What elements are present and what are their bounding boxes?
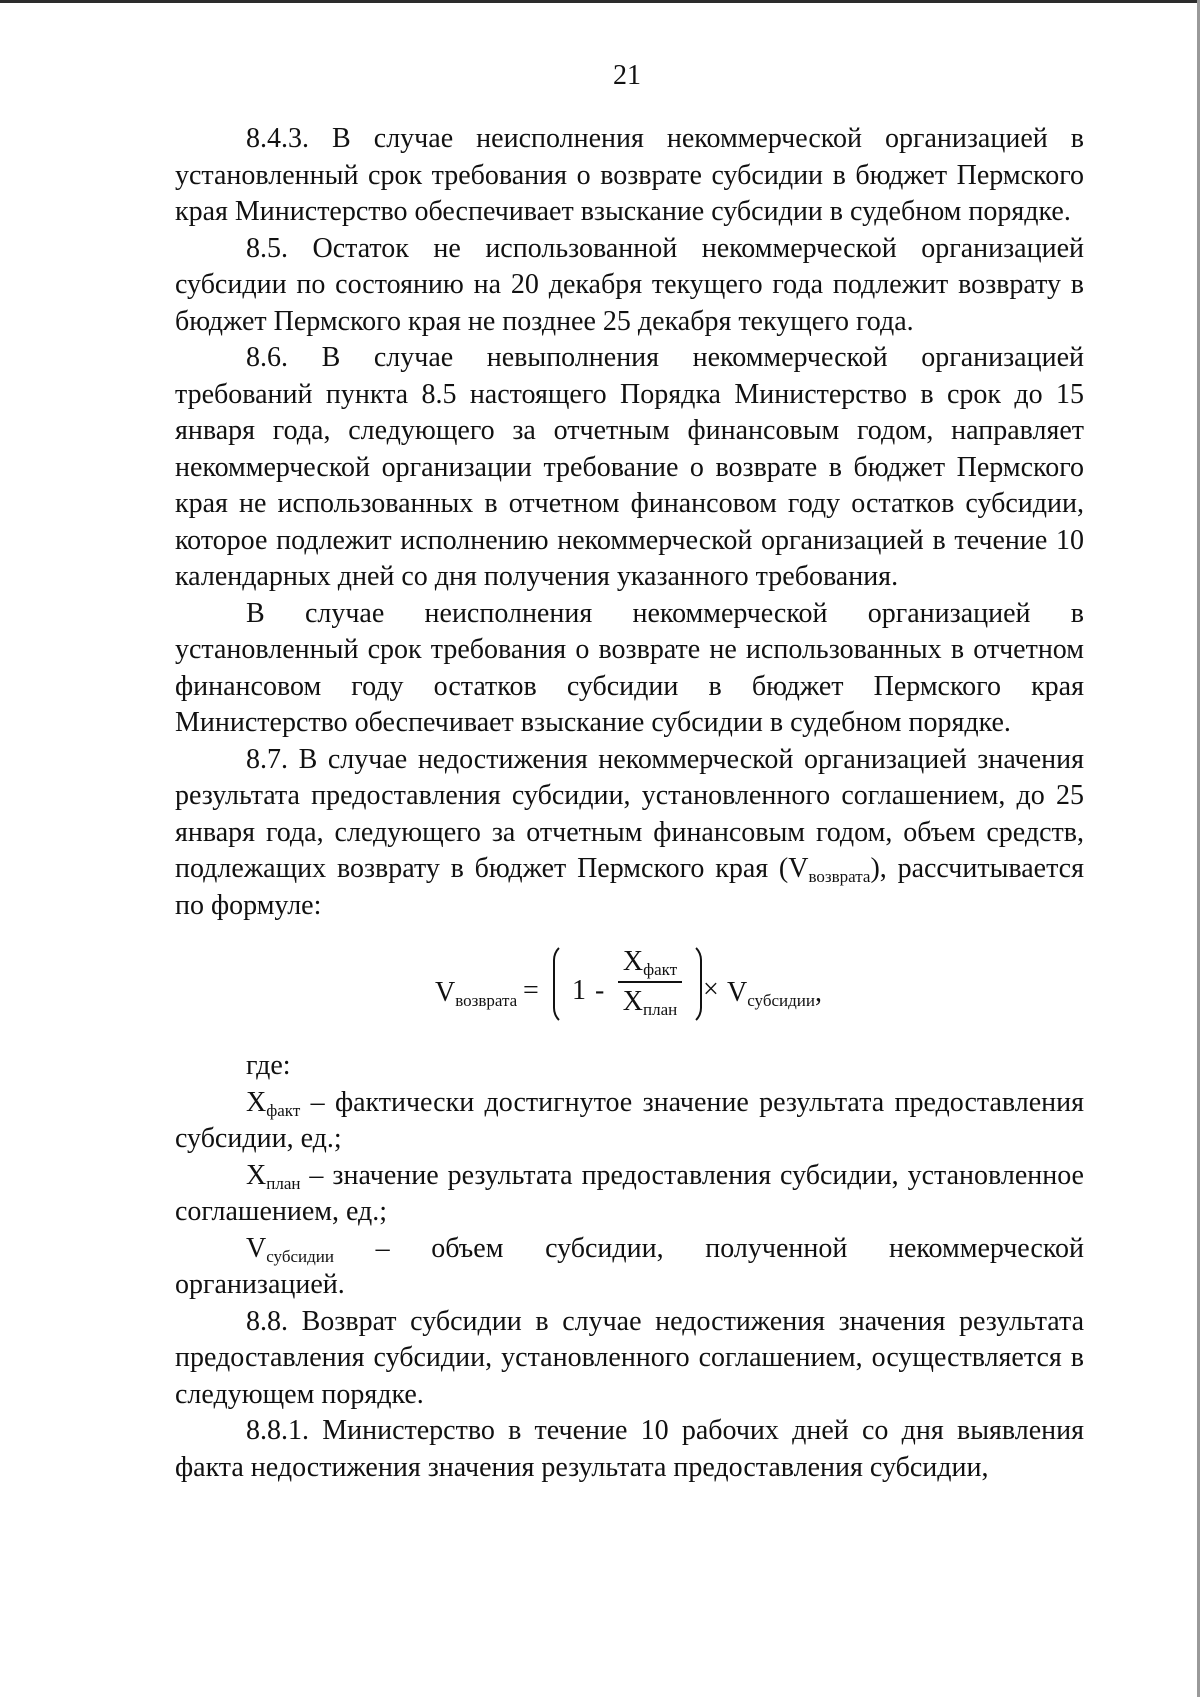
formula-fraction-bar xyxy=(618,981,682,983)
refund-formula xyxy=(175,942,1084,1048)
formula-lhs: $V_{возврата}$ xyxy=(435,977,518,1010)
formula-left-paren xyxy=(553,942,571,1026)
paragraph-8-7-text: 8.7. В случае недостижения некоммерческой организацией значения результата предоставления субсидии, установленного соглашением, до 25 января года, следующего за отчетным финансовым годом, объем средств, подлежащих возврату в бюджет Пермского края (V xyxy=(175,743,1084,884)
definition-x-plan: $X_{план}$ – значение результата предоставления субсидии, установленное соглашением, ед.; xyxy=(175,1159,1084,1227)
formula-numerator: $X_{факт}$ xyxy=(622,946,678,979)
formula-times: × xyxy=(703,974,719,1005)
formula-rhs: $V_{субсидии}$, xyxy=(727,977,822,1010)
paragraph-8-5: 8.5. Остаток не использованной некоммерческой организацией субсидии по состоянию на 20 декабря текущего года подлежит возврату в бюджет Пермского края не позднее 25 декабря текущего года. xyxy=(175,232,1084,337)
definition-x-fact: $X_{факт}$ – фактически достигнутое значение результата предоставления субсидии, ед.; xyxy=(175,1086,1084,1154)
paragraph-8-7 xyxy=(175,742,1084,925)
paragraph-8-7-subscript: возврата xyxy=(808,867,871,886)
formula-right-paren xyxy=(684,942,702,1026)
document-body xyxy=(175,121,1084,1486)
formula-denominator: $X_{план}$ xyxy=(622,986,678,1019)
formula-equals: = xyxy=(523,975,539,1006)
paragraph-8-8: 8.8. Возврат субсидии в случае недостижения значения результата предоставления субсидии, установленного соглашением, осуществляется в следующем порядке. xyxy=(175,1305,1084,1410)
formula-one: 1 xyxy=(572,975,586,1006)
paragraph-8-6-continued: В случае неисполнения некоммерческой организацией в установленный срок требования о возврате не использованных в отчетном финансовом году остатков субсидии в бюджет Пермского края Министерство обеспечивает взыскание субсидии в судебном порядке. xyxy=(175,597,1084,738)
formula-fraction xyxy=(618,944,682,1020)
paragraph-8-8-1: 8.8.1. Министерство в течение 10 рабочих дней со дня выявления факта недостижения значения результата предоставления субсидии, xyxy=(175,1415,1084,1483)
definition-v-subsidy: $V_{субсидии}$ – объем субсидии, полученной некоммерческой организацией. xyxy=(175,1232,1084,1300)
paragraph-8-4-3: 8.4.3. В случае неисполнения некоммерческой организацией в установленный срок требования о возврате субсидии в бюджет Пермского края Министерство обеспечивает взыскание субсидии в судебном порядке. xyxy=(175,123,1084,227)
formula-minus: - xyxy=(595,975,605,1006)
where-label: где: xyxy=(246,1050,291,1081)
paragraph-8-7-tail: ), рассчитывается по формуле: xyxy=(175,853,1084,921)
page-number: 21 xyxy=(613,60,641,91)
paragraph-8-6: 8.6. В случае невыполнения некоммерческой организацией требований пункта 8.5 настоящего Порядка Министерство в срок до 15 января года, следующего за отчетным финансовым годом, направляет некоммерческой организации требование о возврате в бюджет Пермского края не использованных в отчетном финансовом году остатков субсидии, которое подлежит исполнению некоммерческой организацией в течение 10 календарных дней со дня получения указанного требования. xyxy=(175,342,1084,592)
